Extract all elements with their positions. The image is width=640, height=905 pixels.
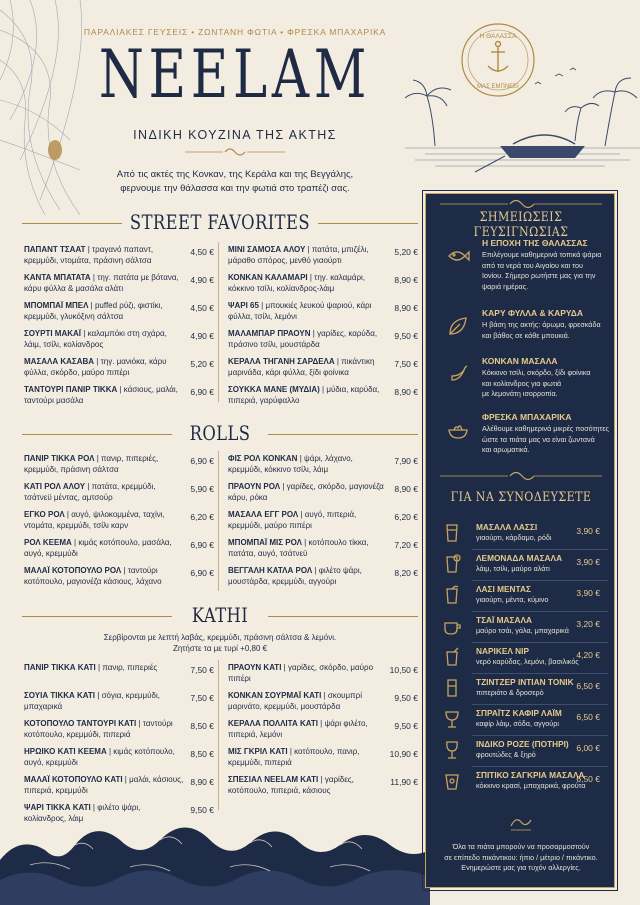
item-price: 8,90 € [394, 484, 418, 494]
separator: | [258, 301, 266, 310]
drink-price: 4,20 € [576, 650, 600, 660]
chili-icon [446, 362, 470, 386]
separator: | [122, 775, 130, 784]
menu-item [24, 509, 214, 531]
menu-item [24, 481, 214, 503]
drink-description: κόκκινο κρασί, μπαχαρικά, φρούτα [476, 781, 586, 790]
note-line: ώστε τα πιάτα μας να είναι ζωντανά [482, 434, 595, 444]
waves-illustration [0, 805, 430, 905]
separator: | [88, 301, 95, 310]
menu-item [24, 453, 214, 475]
separator: | [310, 329, 318, 338]
coconut-glass-icon [442, 646, 462, 668]
note-title: Η ΕΠΟΧΗ ΤΗΣ ΘΑΛΑΣΣΑΣ [482, 238, 588, 248]
item-price: 11,90 € [390, 777, 418, 787]
separator: | [301, 538, 309, 547]
drink-name: ΣΠΙΤΙΚΟ ΣΑΓΚΡΙΑ ΜΑΣΑΛΑ [476, 770, 585, 780]
menu-item [24, 384, 214, 406]
item-description: φιλέτο ψάρι, κολίανδρος, λάιμ [24, 803, 141, 823]
mint-glass-icon [442, 584, 462, 606]
drink-name: ΝΑΡΙΚΕΛ ΝΙΡ [476, 646, 530, 656]
drink-name: ΙΝΔΙΚΟ ΡΟΖΕ (ΠΟΤΗΡΙ) [476, 739, 569, 749]
item-name: ΜΑΛΑΜΠΑΡ ΠΡΑΟΥΝ [228, 329, 311, 338]
palm-boat-illustration [405, 56, 640, 176]
note-line: με λεμονάτη ισορροπία. [482, 389, 558, 398]
drink-description: νερό καρύδας, λεμόνι, βασιλικός [476, 657, 579, 666]
item-price: 4,90 € [190, 275, 214, 285]
item-description: τηγ. καλαμάρι, κόκκινο τσίλι, κολίανδρος-λάιμ [228, 273, 366, 293]
item-description: ταντούρι κοτόπουλο, κρεμμύδι, πιπεριά [24, 719, 173, 739]
badge-top-text: Η ΘΑΛΑΣΣΑ [479, 33, 517, 40]
item-price: 6,20 € [394, 512, 418, 522]
rope-ornament [440, 198, 602, 210]
separator: | [305, 245, 312, 254]
item-name: ΤΑΝΤΟΥΡΙ ΠΑΝΙΡ ΤΙΚΚΑ [24, 385, 118, 394]
intro-line-2: φερνουμε την θάλασσα και την φωτιά στο τραπέζι σας. [120, 183, 350, 194]
item-price: 4,50 € [190, 303, 214, 313]
item-price: 6,90 € [190, 540, 214, 550]
menu-item [228, 272, 418, 294]
wave-icon [509, 814, 533, 832]
item-price: 7,50 € [190, 665, 214, 675]
note-line: Επιλέγουμε καθημερινά τοπικά ψάρια [482, 250, 602, 259]
footnote-line-1: Όλα τα πιάτα μπορούν να προσαρμοστούν [452, 842, 590, 851]
item-name: ΡΟΛ ΚΕΕΜΑ [24, 538, 72, 547]
separator: | [307, 273, 315, 282]
item-name: ΠΑΠΑΝΤ ΤΣΑΑΤ [24, 245, 86, 254]
divider [472, 673, 608, 674]
item-description: μπουκιές λευκού ψαριού, κάρι φύλλα, τσίλι, λεμόνι [228, 301, 372, 321]
note-title: ΚΑΡΥ ΦΥΛΛΑ & ΚΑΡΥΔΑ [482, 308, 584, 318]
note-description [482, 424, 612, 456]
note-line: Ιονίου. Σήμερο ρωτήστε μας για την [482, 271, 596, 280]
fish-icon [446, 244, 470, 268]
note-title: ΚΟΝΚΑΝ ΜΑΣΑΛΑ [482, 356, 558, 366]
menu-item [228, 328, 418, 350]
item-name: ΚΕΡΑΛΑ ΠΟΛΛΙΤΑ ΚΑΤΙ [228, 719, 318, 728]
separator: | [317, 719, 325, 728]
drink-description: λάιμ, τσίλι, μαύρο αλάτι [476, 564, 550, 573]
menu-item [24, 718, 214, 740]
rope-ornament [185, 146, 285, 158]
item-name: ΚΑΤΙ ΡΟΛ ΑΛΟΥ [24, 482, 86, 491]
drink-item [436, 644, 608, 674]
drink-item [436, 706, 608, 736]
column-divider [218, 660, 219, 810]
item-name: ΦΙΣ ΡΟΛ ΚΟΝΚΑΝ [228, 454, 298, 463]
item-price: 10,50 € [389, 665, 418, 675]
item-price: 5,20 € [394, 247, 418, 257]
separator: | [85, 245, 92, 254]
menu-item [228, 509, 418, 531]
column-divider [218, 451, 219, 591]
item-name: ΠΑΝΙΡ ΤΙΚΚΑ ΚΑΤΙ [24, 663, 96, 672]
note-title: ΦΡΕΣΚΑ ΜΠΑΧΑΡΙΚΑ [482, 412, 572, 422]
item-price: 9,50 € [394, 721, 418, 731]
divider [472, 735, 608, 736]
item-price: 7,50 € [190, 693, 214, 703]
separator: | [64, 510, 72, 519]
item-description: κοτόπουλο, πανιρ, κρεμμύδι, πιπεριά [228, 747, 360, 767]
separator: | [318, 775, 325, 784]
item-name: ΠΑΝΙΡ ΤΙΚΚΑ ΡΟΛ [24, 454, 95, 463]
drink-price: 3,90 € [576, 526, 600, 536]
drink-item [436, 520, 608, 550]
drink-description: γιαούρτι, μέντα, κύμινο [476, 595, 549, 604]
item-price: 8,90 € [394, 387, 418, 397]
separator: | [85, 482, 92, 491]
note-line: Η βάση της ακτής: άρωμα, φρεσκάδα [482, 320, 601, 329]
item-price: 8,90 € [394, 303, 418, 313]
menu-item [228, 300, 418, 322]
menu-item [24, 662, 214, 673]
separator: | [312, 566, 319, 575]
item-description: πατάτα, μπιζέλι, μάραθο σπόρος, μενθό γιαούρτι [228, 245, 369, 265]
item-price: 9,50 € [394, 693, 418, 703]
menu-item [24, 690, 214, 712]
item-description: καλαμπόκι στη σχάρα, λάιμ, τσίλι, κολίανδρος [24, 329, 167, 349]
drink-item [436, 768, 608, 798]
separator: | [94, 357, 101, 366]
menu-item [24, 565, 214, 587]
item-description: γαρίδες, καρύδα, πράσινο τσίλι, μουστάρδα [228, 329, 378, 349]
item-name: ΣΠΕΣΙΑΛ NEELAM ΚΑΤΙ [228, 775, 319, 784]
menu-item [228, 690, 418, 712]
menu-item [24, 300, 214, 322]
drink-price: 3,90 € [576, 588, 600, 598]
item-name: ΣΟΥΚΚΑ ΜΑΝΕ (ΜΥΔΙΑ) [228, 385, 320, 394]
section-title-rolls: ROLLS [189, 421, 251, 445]
menu-item [24, 244, 214, 266]
item-price: 6,90 € [190, 568, 214, 578]
drink-description: καφίρ λάιμ, σόδα, αγγούρι [476, 719, 559, 728]
separator: | [117, 385, 124, 394]
drink-price: 6,50 € [576, 712, 600, 722]
drink-name: ΛΑΣΙ ΜΕΝΤΑΣ [476, 584, 531, 594]
item-name: ΕΓΚΟ ΡΟΛ [24, 510, 65, 519]
separator: | [90, 273, 98, 282]
item-description: τηγ. πατάτα με βότανα, κάρυ φύλλα & μασάλα αλάτι [24, 273, 179, 293]
drink-price: 6,00 € [576, 743, 600, 753]
note-description [482, 250, 612, 292]
separator: | [95, 691, 102, 700]
item-description: αυγό, πιπεριά, κρεμμύδι, μαύρο πιπέρι [228, 510, 357, 530]
separator: | [106, 747, 114, 756]
item-name: ΗΡΩΙΚΟ ΚΑΤΙ ΚΕΕΜΑ [24, 747, 107, 756]
item-name: ΚΑΝΤΑ ΜΠΑΤΑΤΑ [24, 273, 91, 282]
drink-description: φρουτώδες & ξηρό [476, 750, 536, 759]
item-price: 6,20 € [190, 512, 214, 522]
separator: | [90, 803, 98, 812]
item-name: ΜΙΣ ΓΚΡΙΛ ΚΑΤΙ [228, 747, 288, 756]
item-description: πατάτα, κρεμμύδι, τσάτνεϋ μέντας, αμτσούρ [24, 482, 156, 502]
item-price: 7,90 € [394, 456, 418, 466]
divider [472, 766, 608, 767]
note-line: και αρωματικά. [482, 445, 530, 454]
menu-item [228, 384, 418, 406]
separator: | [287, 747, 295, 756]
intro-line-1: Από τις ακτές της Κονκαν, της Κεράλα και της Βεγγάλης, [116, 169, 354, 180]
item-name: ΜΠΟΜΠΑΪ ΜΠΕΛ [24, 301, 89, 310]
item-price: 4,50 € [190, 247, 214, 257]
item-name: ΠΡΑΟΥΝ ΡΟΛ [228, 482, 281, 491]
item-name: ΜΑΛΑΪ ΚΟΤΟΠΟΥΛΟ ΡΟΛ [24, 566, 122, 575]
item-price: 7,20 € [394, 540, 418, 550]
badge-bottom-text: ΜΑΣ ΕΜΠΝΕΕΙ [477, 84, 519, 90]
rope-ornament [440, 470, 602, 482]
note-description [482, 368, 612, 400]
item-price: 4,90 € [190, 331, 214, 341]
drink-name: ΣΠΡΑΪΤΖ ΚΑΦΙΡ ΛΑΪΜ [476, 708, 562, 718]
item-name: ΒΕΓΓΑΛΗ ΚΑΤΛΑ ΡΟΛ [228, 566, 313, 575]
item-description: γαρίδες, σκόρδο, μαύρο πιπέρι [228, 663, 374, 683]
divider [472, 704, 608, 705]
separator: | [121, 566, 128, 575]
kathi-note-line-2: Ζητήστε τα με τυρί +0,80 € [172, 644, 268, 653]
item-name: ΣΟΥΙΑ ΤΙΚΚΑ ΚΑΤΙ [24, 691, 96, 700]
menu-item [24, 746, 214, 768]
separator: | [280, 482, 287, 491]
wine-glass-icon [442, 739, 462, 761]
item-price: 8,90 € [190, 777, 214, 787]
divider [472, 642, 608, 643]
item-description: τραγανό παπαντ, κρεμμύδι, ντομάτα, πράσινη σάλτσα [24, 245, 154, 265]
item-description: ψάρι, λάχανο, κρεμμύδι, κόκκινο τσίλι, λάιμ [228, 454, 353, 474]
tea-cup-icon [442, 615, 462, 637]
menu-item [228, 774, 418, 796]
restaurant-subtitle: ΙΝΔΙΚΗ ΚΟΥΖΙΝΑ ΤΗΣ ΑΚΤΗΣ [133, 128, 337, 142]
item-description: γαρίδες, κοτόπουλο, πιπεριά, κάσιους [228, 775, 354, 795]
menu-item [228, 662, 418, 684]
separator: | [81, 329, 88, 338]
menu-item [24, 356, 214, 378]
item-name: ΜΑΣΑΛΑ ΚΑΣΑΒΑ [24, 357, 95, 366]
note-line: και κολίανδρος για φωτιά [482, 378, 562, 388]
footnote-line-2: σε επίπεδο πικάντικου: ήπιο / μέτριο / πικάντικο. [444, 852, 598, 862]
note-description [482, 320, 612, 341]
item-price: 5,20 € [190, 359, 214, 369]
item-description: σόγια, κρεμμύδι, μπαχαρικά [24, 691, 160, 711]
separator: | [297, 454, 304, 463]
item-description: κοτόπουλο τίκκα, πατάτα, αυγό, τσάτνεϋ [228, 538, 369, 558]
item-price: 8,90 € [394, 275, 418, 285]
item-price: 9,50 € [190, 805, 214, 815]
menu-item [228, 565, 418, 587]
item-name: ΜΠΟΜΠΑΪ ΜΙΣ ΡΟΛ [228, 538, 302, 547]
item-price: 5,90 € [190, 484, 214, 494]
separator: | [95, 663, 103, 672]
item-description: κάσιους, μαλάι, ταντούρι μασάλα [24, 385, 178, 405]
menu-item [228, 481, 418, 503]
drink-name: ΤΣΑΪ ΜΑΣΑΛΑ [476, 615, 533, 625]
spice-bowl-icon [446, 418, 470, 442]
item-price: 8,50 € [190, 721, 214, 731]
menu-item [24, 774, 214, 796]
menu-item [228, 537, 418, 559]
item-name: ΚΕΡΑΛΑ ΤΗΓΑΝΗ ΣΑΡΔΕΛΑ [228, 357, 335, 366]
item-name: ΨΑΡΙ 65 [228, 301, 259, 310]
separator: | [321, 691, 328, 700]
item-description: ψάρι φιλέτο, πιπεριά, λεμόνι [228, 719, 368, 739]
separator: | [334, 357, 342, 366]
column-divider [218, 242, 219, 402]
spritz-glass-icon [442, 708, 462, 730]
section-title-street: STREET FAVORITES [129, 210, 311, 234]
drink-price: 3,20 € [576, 619, 600, 629]
drink-item [436, 737, 608, 767]
item-price: 10,90 € [389, 749, 418, 759]
item-description: πανιρ, πιπεριές, κρεμμύδι, πράσινη σάλτσα [24, 454, 159, 474]
menu-item [24, 537, 214, 559]
drink-price: 6,50 € [576, 681, 600, 691]
drink-price: 3,90 € [576, 557, 600, 567]
separator: | [94, 454, 101, 463]
separator: | [71, 538, 79, 547]
item-description: puffed ρύζι, φιστίκι, κρεμμύδι, γλυκόξινη σάλτσα [24, 301, 163, 321]
item-price: 9,50 € [394, 331, 418, 341]
item-description: κιμάς κοτόπουλο, μασάλα, αυγό, κρεμμύδι [24, 538, 172, 558]
item-name: ΠΡΑΟΥΝ ΚΑΤΙ [228, 663, 282, 672]
divider [472, 549, 608, 550]
highball-glass-icon [442, 677, 462, 699]
item-description: μαλάι, κάσιους, πιπεριά, κρεμμύδι [24, 775, 184, 795]
item-name: ΜΑΛΑΪ ΚΟΤΟΠΟΥΛΟ ΚΑΤΙ [24, 775, 123, 784]
item-price: 6,90 € [190, 456, 214, 466]
drink-item [436, 551, 608, 581]
item-name: ΚΟΤΟΠΟΥΛΟ ΤΑΝΤΟΥΡΙ ΚΑΤΙ [24, 719, 137, 728]
item-description: αυγό, ψιλοκομμένα, ταχίνι, ντομάτα, κρεμμύδι, τσίλι καρν [24, 510, 165, 530]
drink-item [436, 613, 608, 643]
item-price: 6,90 € [190, 387, 214, 397]
lassi-glass-icon [442, 522, 462, 544]
drink-name: ΜΑΣΑΛΑ ΛΑΣΣΙ [476, 522, 538, 532]
drink-name: ΤΖΙΝΤΖΕΡ ΙΝΤΙΑΝ ΤΟΝΙΚ [476, 677, 574, 687]
tagline: ΠΑΡΑΛΙΑΚΕΣ ΓΕΥΣΕΙΣ • ΖΩΝΤΑΝΗ ΦΩΤΙΑ • ΦΡΕΣΚΑ ΜΠΑΧΑΡΙΚΑ [83, 27, 387, 37]
drink-description: μαύρο τσάι, γάλα, μπαχαρικά [476, 626, 569, 635]
item-description: πικάντικη μαρινάδα, κάρι φύλλα, ξίδι φοίνικα [228, 357, 375, 377]
drink-name: ΛΕΜΟΝΑΔΑ ΜΑΣΑΛΑ [476, 553, 563, 563]
note-line: Αλέθουμε καθημερινά μικρές ποσότητες [482, 424, 609, 433]
kathi-note-line-1: Σερβίρονται με λεπτή λαβάς, κρεμμύδι, πράσινη σάλτσα & λεμόνι. [103, 633, 337, 642]
item-name: ΜΑΣΑΛΑ ΕΓΓ ΡΟΛ [228, 510, 299, 519]
item-name: ΚΟΝΚΑΝ ΣΟΥΡΜΑΪ ΚΑΤΙ [228, 691, 322, 700]
restaurant-name: NEELAM [98, 36, 372, 113]
item-price: 8,50 € [190, 749, 214, 759]
item-description: κιμάς κοτόπουλο, αυγό, κρεμμύδι [24, 747, 175, 767]
drink-price: 6,50 € [576, 774, 600, 784]
item-name: ΚΟΝΚΑΝ ΚΑΛΑΜΑΡΙ [228, 273, 308, 282]
drink-description: γιαούρτι, κάρδαμο, ρόδι [476, 533, 552, 542]
item-price: 8,20 € [394, 568, 418, 578]
item-description: τηγ. μανιόκα, κάρυ φύλλα, σκόρδο, μαύρο πιπέρι [24, 357, 167, 377]
rolls-header [22, 421, 418, 447]
note-line: από τα νερά του Αιγαίου και του [482, 260, 583, 270]
divider [472, 611, 608, 612]
leaf-icon [446, 314, 470, 338]
sangria-glass-icon [442, 770, 462, 792]
separator: | [136, 719, 143, 728]
separator: | [298, 510, 305, 519]
separator: | [319, 385, 327, 394]
item-price: 7,50 € [394, 359, 418, 369]
item-name: ΜΙΝΙ ΣΑΜΟΣΑ ΑΛΟΥ [228, 245, 306, 254]
drink-description: πιπεριότο & δροσερό [476, 688, 544, 697]
street-favorites-header [22, 210, 418, 236]
menu-item [228, 244, 418, 266]
menu-item [228, 453, 418, 475]
divider [472, 580, 608, 581]
drink-item [436, 675, 608, 705]
item-description: ταντούρι κοτόπουλο, μαγιονέζα κάσιους, λάχανο [24, 566, 162, 586]
drinks-title: ΓΙΑ ΝΑ ΣΥΝΟΔΕΥΣΕΤΕ [450, 490, 592, 505]
footnote-line-3: Ενημερώστε μας για τυχόν αλλεργίες. [461, 863, 581, 872]
note-line: Κόκκινο τσίλι, σκόρδο, ξίδι φοίνικα [482, 368, 591, 377]
menu-item [228, 746, 418, 768]
menu-item [228, 356, 418, 378]
section-title-kathi: KATHI [191, 603, 249, 627]
item-name: ΣΟΥΡΤΙ ΜΑΚΑΪ [24, 329, 82, 338]
drink-item [436, 582, 608, 612]
item-description: φιλέτο ψάρι, μουστάρδα, κρεμμύδι, αγγούρι [228, 566, 362, 586]
allergy-footnote [436, 842, 606, 874]
side-panel [425, 193, 615, 888]
kathi-note [22, 632, 418, 654]
tasting-notes-title: ΣΗΜΕΙΩΣΕΙΣ ΓΕΥΣΙΓΝΩΣΙΑΣ [473, 210, 569, 240]
kathi-header [22, 603, 418, 629]
item-name: ΨΑΡΙ ΤΙΚΚΑ ΚΑΤΙ [24, 803, 91, 812]
intro-text [60, 168, 410, 196]
item-description: σκουμπρί μαρινάτο, κρεμμύδι, μουστάρδα [228, 691, 362, 711]
note-line: ψαριά ημέρας. [482, 281, 529, 291]
lemonade-glass-icon [442, 553, 462, 575]
menu-item [228, 718, 418, 740]
item-description: μύδια, καρύδα, πιπεριά, γαρύφαλλο [228, 385, 380, 405]
menu-item [24, 272, 214, 294]
menu-item [24, 328, 214, 350]
item-description: πανιρ, πιπεριές [102, 663, 158, 672]
note-line: και βάθος σε κάθε μπουκιά. [482, 330, 570, 340]
separator: | [281, 663, 288, 672]
item-description: γαρίδες, σκόρδο, μαγιονέζα κάρυ, ρόκα [228, 482, 384, 502]
